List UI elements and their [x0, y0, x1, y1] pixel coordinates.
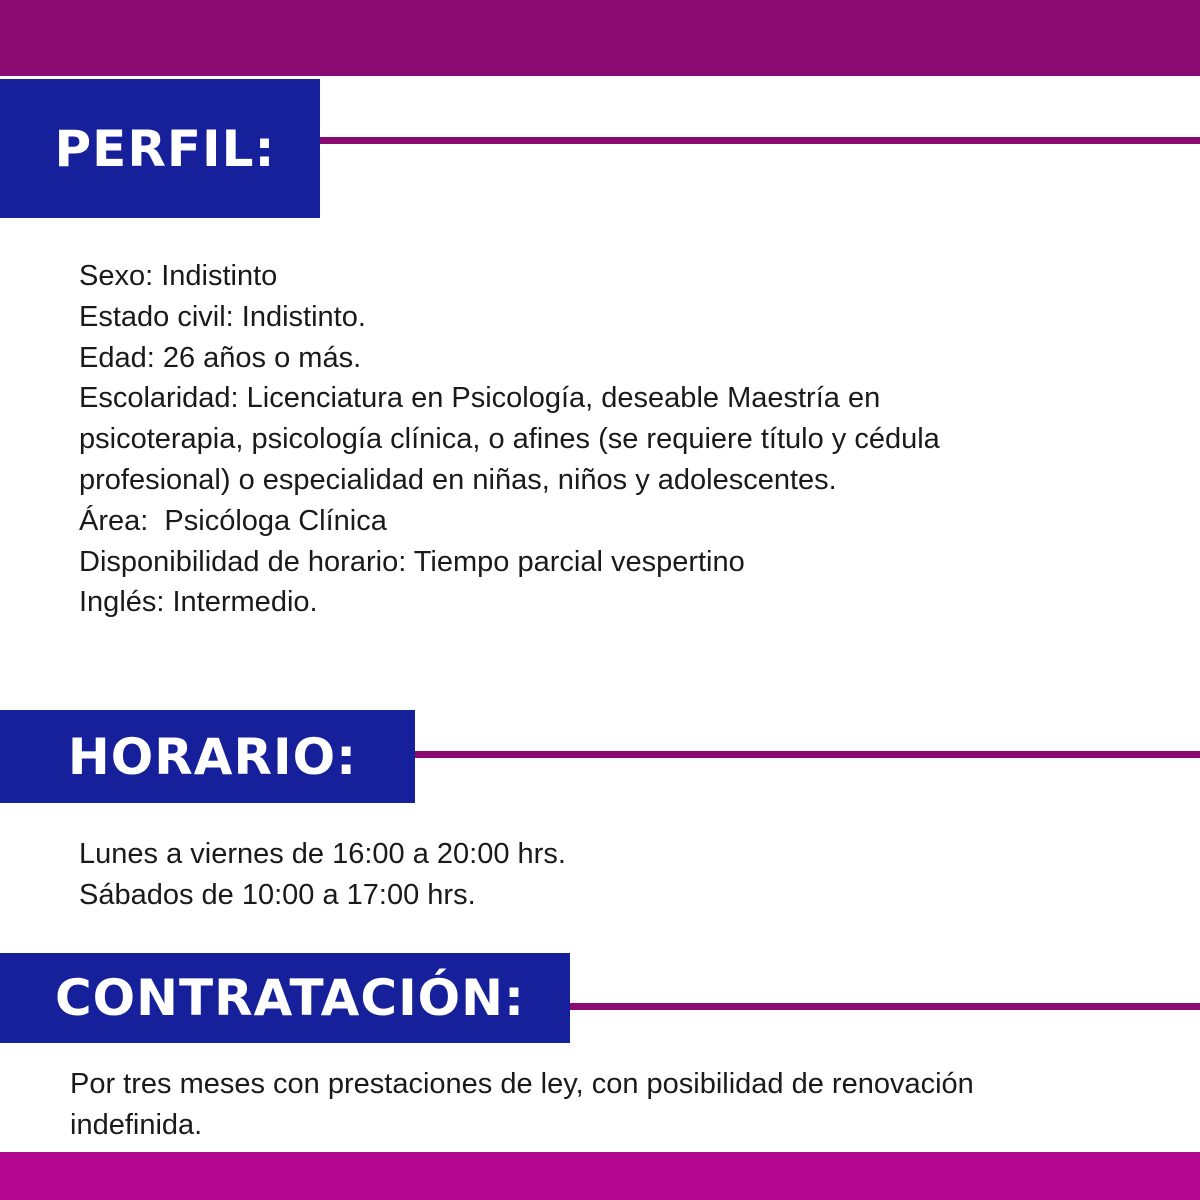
- perfil-line-escolaridad: Escolaridad: Licenciatura en Psicología, deseable Maestría en: [79, 382, 881, 415]
- horario-divider: [415, 751, 1200, 758]
- contratacion-divider: [570, 1003, 1200, 1010]
- perfil-details: [79, 256, 940, 623]
- contratacion-line-2: indefinida.: [70, 1108, 203, 1141]
- perfil-line-escolaridad-cont: psicoterapia, psicología clínica, o afines (se requiere título y cédula: [79, 423, 940, 456]
- contratacion-details: [70, 1064, 974, 1146]
- perfil-line-disponibilidad: Disponibilidad de horario: Tiempo parcial vespertino: [79, 545, 745, 578]
- horario-line-weekdays: Lunes a viernes de 16:00 a 20:00 hrs.: [79, 838, 566, 870]
- perfil-heading: [0, 79, 320, 218]
- bottom-banner: [0, 1152, 1200, 1200]
- contratacion-heading-text: CONTRATACIÓN:: [54, 969, 526, 1027]
- perfil-line-edad: Edad: 26 años o más.: [79, 341, 362, 374]
- contratacion-heading: [0, 953, 570, 1043]
- perfil-divider: [320, 137, 1200, 144]
- perfil-line-estado-civil: Estado civil: Indistinto.: [79, 300, 366, 333]
- horario-details: [79, 834, 566, 916]
- contratacion-line-1: Por tres meses con prestaciones de ley, con posibilidad de renovación: [70, 1068, 974, 1100]
- perfil-line-area: Área: Psicóloga Clínica: [79, 504, 387, 537]
- horario-heading-text: HORARIO:: [67, 727, 358, 786]
- perfil-line-ingles: Inglés: Intermedio.: [79, 586, 318, 619]
- horario-line-saturday: Sábados de 10:00 a 17:00 hrs.: [79, 878, 476, 911]
- top-banner: [0, 0, 1200, 76]
- perfil-line-escolaridad-cont2: profesional) o especialidad en niñas, niños y adolescentes.: [79, 463, 837, 496]
- perfil-heading-text: PERFIL:: [54, 119, 276, 178]
- horario-heading: [0, 710, 415, 803]
- perfil-line-sexo: Sexo: Indistinto: [79, 260, 278, 292]
